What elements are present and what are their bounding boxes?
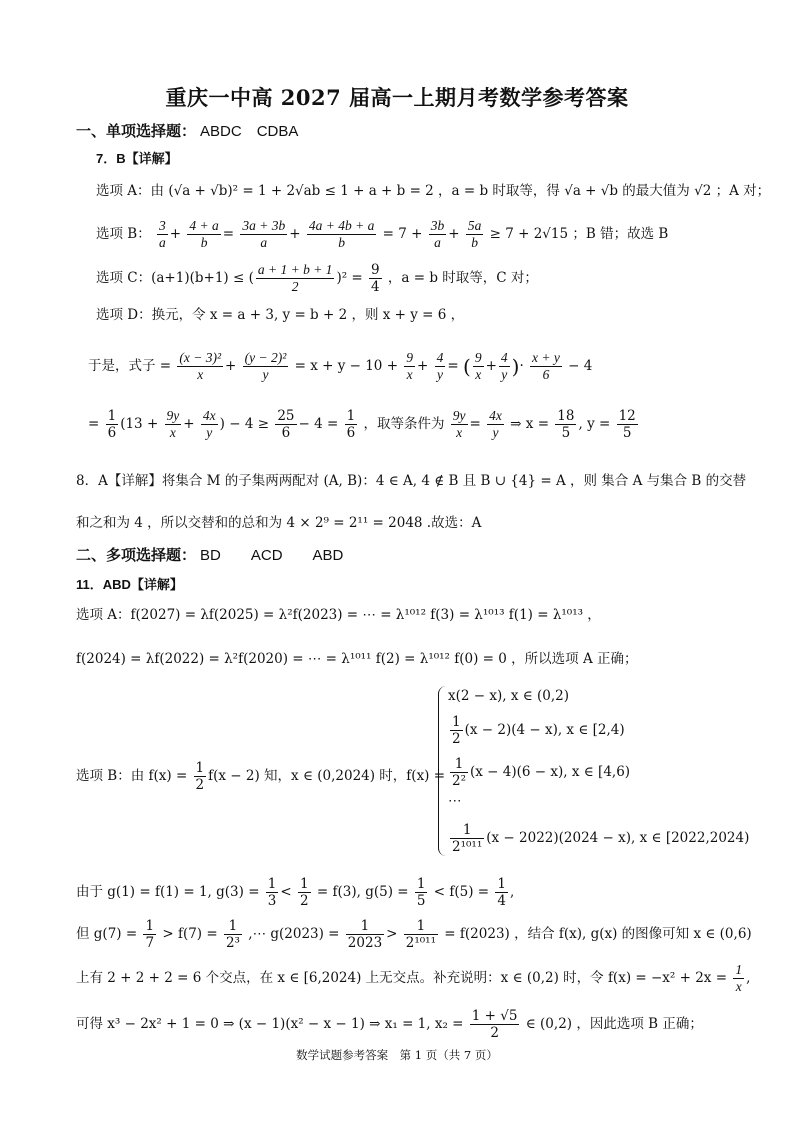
q8-line-1: 8．A【详解】将集合 M 的子集两两配对 (A, B)：4 ∈ A, 4 ∉ B 且 B ∪ {4} = A ，则 集合 A 与集合 B 的交替 [76, 473, 747, 489]
page-footer: 数学试题参考答案 第 1 页（共 7 页） [296, 1048, 498, 1062]
q7-option-b: 选项 B： $\frac{3}{a}$ + $\frac{4 + a}{b}$ = $\frac{3a + 3b}{a}$ + $\frac{4a + 4b + a}{b}$ = 7 + $\frac{3b}{a}$ + $\frac{5a}{b}$ ≥ 7 + 2√15 ；B 错；故选 B [96, 218, 669, 250]
piecewise-brace [438, 686, 447, 856]
section-multi-choice [76, 544, 343, 565]
q11-option-b: 选项 B：由 f(x) = $\frac{1}{2}$ f(x − 2) 知，x ∈ (0,2024) 时，f(x) = [76, 760, 446, 793]
document-title: 重庆一中高 2027 届高一上期月考数学参考答案 [165, 85, 629, 110]
q7-option-d: 选项 D：换元，令 x = a + 3, y = b + 2 ，则 x + y = 6 ， [96, 307, 465, 323]
piecewise-case-3: $\frac{1}{\text{2²}}$ (x − 4)(6 − x), x ∈ [4,6) [452, 756, 631, 789]
q7-step-2: = $\frac{1}{6}$ (13 + $\frac{9y}{x}$ + $\frac{4x}{y}$ ) − 4 ≥ $\frac{25}{6}$ − 4 = $\frac{1}{6}$ ，取等条件为 $\frac{9y}{x}$ = $\frac{4x}{y}$ ⇒ x = $\frac{18}{5}$ , y = $\frac{12}{5}$ [88, 408, 636, 441]
q11-but-line: 但 g(7) = $\frac{1}{7}$ > f(7) = $\frac{1}{\text{2³}}$ ,⋯ g(2023) = $\frac{1}{2023}$ > $\frac{1}{\text{2¹⁰¹¹}}$ = f(2023) ，结合 f(x), g(x) 的图像可知 x ∈ (0,6) [76, 918, 752, 951]
q7-option-a: 选项 A：由 (√a + √b)² = 1 + 2√ab ≤ 1 + a + b = 2 ，a = b 时取等，得 √a + √b 的最大值为 √2 ；A 对； [96, 183, 771, 199]
q11-option-a-line-2: f(2024) = λf(2022) = λ²f(2020) = ⋯ = λ¹⁰¹¹ f(2) = λ¹⁰¹² f(0) = 0 ，所以选项 A 正确； [76, 651, 638, 667]
q8-line-2: 和之和为 4 ，所以交替和的总和为 4 × 2⁹ = 2¹¹ = 2048 .故选：A [76, 515, 482, 531]
q7-option-c: 选项 C：(a+1)(b+1) ≤ ( $\frac{a + 1 + b + 1}{2}$ )² = $\frac{9}{4}$ ，a = b 时取等，C 对； [96, 262, 538, 295]
piecewise-case-2: $\frac{1}{2}$ (x − 2)(4 − x), x ∈ [2,4) [452, 714, 625, 747]
section-single-choice [76, 120, 298, 141]
section-answers: ABDC CDBA [200, 123, 299, 140]
piecewise-case-4: ⋯ [448, 793, 462, 809]
q11-heading: 11．ABD【详解】 [76, 577, 183, 592]
q11-intersection-line: 上有 2 + 2 + 2 = 6 个交点，在 x ∈ [6,2024) 上无交点。补充说明：x ∈ (0,2) 时，令 f(x) = −x² + 2x = $\frac{1}{x}$ , [76, 962, 751, 994]
q7-step-1: 于是，式子 = $\frac{\text{(x − 3)²}}{x}$ + $\frac{\text{(y − 2)²}}{y}$ = x + y − 10 + $\frac{9}{x}$ + $\frac{4}{y}$ = ( $\frac{9}{x}$ + $\frac{4}{y}$ )· $\frac{x + y}{6}$ − 4 [88, 350, 593, 382]
piecewise-case-1: x(2 − x), x ∈ (0,2) [448, 688, 570, 704]
section-heading: 一、单项选择题： [76, 122, 197, 140]
section-heading: 二、多项选择题： [76, 546, 197, 564]
q11-g-compare: 由于 g(1) = f(1) = 1, g(3) = $\frac{1}{3}$ < $\frac{1}{2}$ = f(3), g(5) = $\frac{1}{5}$ < f(5) = $\frac{1}{4}$ , [76, 876, 515, 909]
q11-option-a-line-1: 选项 A：f(2027) = λf(2025) = λ²f(2023) = ⋯ = λ¹⁰¹² f(3) = λ¹⁰¹³ f(1) = λ¹⁰¹³ ， [76, 607, 601, 623]
q11-solve-line: 可得 x³ − 2x² + 1 = 0 ⇒ (x − 1)(x² − x − 1) ⇒ x₁ = 1, x₂ = $\frac{1 + √5}{2}$ ∈ (0,2) ，因此选项 B 正确； [76, 1008, 703, 1041]
q7-heading: 7．B【详解】 [96, 151, 178, 166]
piecewise-case-5: $\frac{1}{\text{2¹⁰¹¹}}$ (x − 2022)(2024 − x), x ∈ [2022,2024) [452, 822, 750, 855]
section-answers: BD ACD ABD [200, 547, 344, 564]
